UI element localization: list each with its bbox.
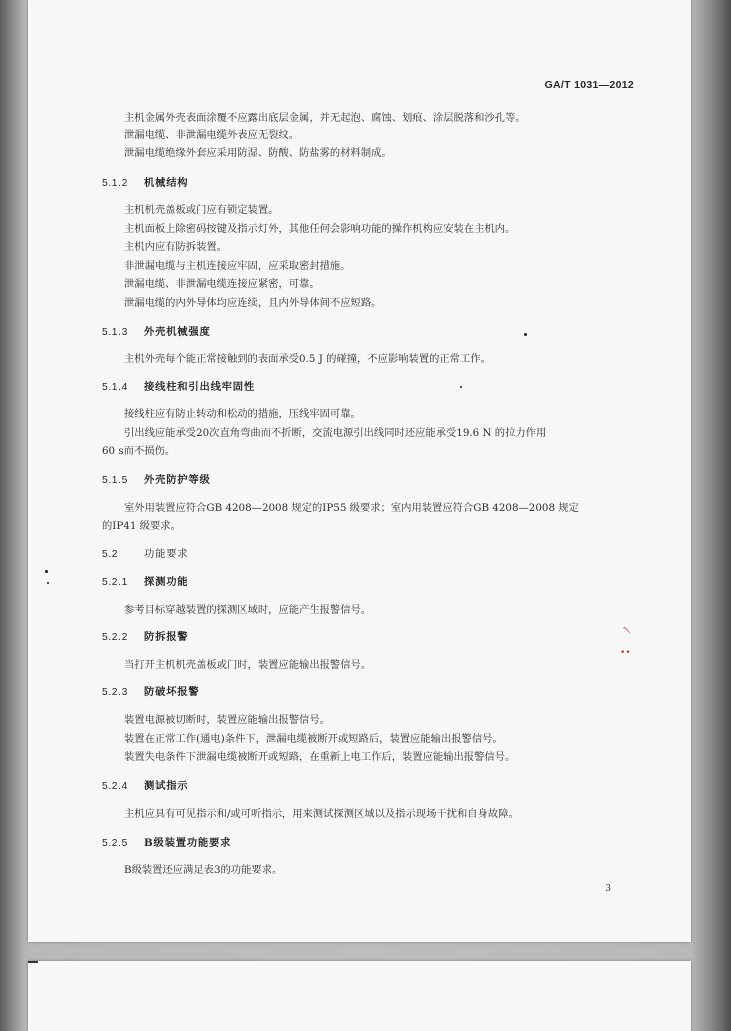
paragraph-line: 装置在正常工作(通电)条件下，泄漏电缆被断开或短路后，装置应能输出报警信号。: [124, 733, 503, 745]
section-title: 外壳机械强度: [144, 326, 211, 338]
paragraph-line: 装置失电条件下泄漏电缆被断开或短路，在重新上电工作后，装置应能输出报警信号。: [124, 751, 516, 763]
paragraph-line: 主机机壳盖板或门应有锁定装置。: [124, 204, 279, 216]
paragraph-line: 主机金属外壳表面涂覆不应露出底层金属，并无起泡、腐蚀、划痕、涂层脱落和沙孔等。: [124, 112, 526, 124]
section-number: 5.1.5: [102, 475, 128, 486]
section-title: 防破坏报警: [144, 686, 200, 698]
paragraph-line: 泄漏电缆绝缘外套应采用防湿、防酸、防盐雾的材料制成。: [124, 147, 392, 159]
paragraph-line: 主机面板上除密码按键及指示灯外，其他任何会影响功能的操作机构应安装在主机内。: [124, 223, 516, 235]
paragraph-line: 的IP41 级要求。: [102, 520, 181, 532]
section-title: 测试指示: [144, 780, 189, 792]
section-heading-5-2-2: [102, 630, 188, 645]
section-heading-5-1-5: [102, 473, 211, 488]
section-heading-5-2-3: [102, 685, 199, 700]
section-number: 5.2: [102, 549, 119, 560]
section-number: 5.2.2: [102, 632, 128, 643]
section-number: 5.2.3: [102, 687, 128, 698]
section-number: 5.2.1: [102, 577, 128, 588]
paragraph-line: 主机应具有可见指示和/或可听指示，用来测试探测区域以及指示现场干扰和自身故障。: [124, 808, 519, 820]
section-heading-5-1-4: [102, 380, 255, 395]
paragraph-line: 60 s而不损伤。: [102, 445, 176, 457]
section-title: 功能要求: [144, 548, 189, 560]
section-heading-5-2-1: [102, 575, 188, 590]
paragraph-line: 室外用装置应符合GB 4208—2008 规定的IP55 级要求；室内用装置应符合GB 4208—2008 规定: [124, 502, 579, 514]
paragraph-line: 参考目标穿越装置的探测区域时，应能产生报警信号。: [124, 604, 372, 616]
section-number: 5.2.4: [102, 781, 128, 792]
paragraph-line: 主机内应有防拆装置。: [124, 241, 227, 253]
paragraph-line: 引出线应能承受20次直角弯曲而不折断，交流电源引出线同时还应能承受19.6 N 的拉力作用: [124, 427, 547, 439]
section-title: B级装置功能要求: [144, 837, 232, 849]
red-pen-mark: ••: [620, 648, 631, 658]
document-page: [28, 0, 691, 942]
scan-speck: [460, 386, 462, 388]
scan-speck: [45, 570, 48, 573]
section-title: 机械结构: [144, 177, 189, 189]
paragraph-line: B级装置还应满足表3的功能要求。: [124, 864, 283, 876]
scan-speck: [47, 582, 49, 584]
scan-speck: [524, 333, 527, 336]
section-number: 5.1.3: [102, 327, 128, 338]
red-pen-mark: ﾉ: [620, 625, 635, 635]
paragraph-line: 主机外壳每个能正常接触到的表面承受0.5 J 的碰撞，不应影响装置的正常工作。: [124, 353, 491, 365]
section-number: 5.1.2: [102, 178, 128, 189]
section-title: 外壳防护等级: [144, 474, 211, 486]
paragraph-line: 泄漏电缆的内外导体均应连续，且内外导体间不应短路。: [124, 297, 382, 309]
paragraph-line: 装置电源被切断时，装置应能输出报警信号。: [124, 714, 330, 726]
paragraph-line: 泄漏电缆、非泄漏电缆连接应紧密，可靠。: [124, 278, 320, 290]
section-heading-5-2-4: [102, 779, 188, 794]
section-number: 5.1.4: [102, 382, 128, 393]
section-heading-5-1-2: [102, 176, 188, 191]
paragraph-line: 当打开主机机壳盖板或门时，装置应能输出报警信号。: [124, 659, 372, 671]
paragraph-line: 接线柱应有防止转动和松动的措施，压线牢固可靠。: [124, 408, 361, 420]
page-number: 3: [605, 884, 611, 894]
standard-number-header: GA/T 1031—2012: [544, 79, 634, 91]
section-number: 5.2.5: [102, 838, 128, 849]
next-page-edge: [28, 961, 691, 1031]
paragraph-line: 非泄漏电缆与主机连接应牢固，应采取密封措施。: [124, 260, 351, 272]
section-title: 接线柱和引出线牢固性: [144, 381, 255, 393]
section-heading-5-1-3: [102, 325, 211, 340]
section-heading-5-2: [102, 547, 188, 562]
section-title: 防拆报警: [144, 631, 189, 643]
paragraph-line: 泄漏电缆、非泄漏电缆外表应无裂纹。: [124, 129, 300, 141]
section-title: 探测功能: [144, 576, 189, 588]
scan-mark: [28, 961, 38, 963]
section-heading-5-2-5: [102, 836, 231, 851]
